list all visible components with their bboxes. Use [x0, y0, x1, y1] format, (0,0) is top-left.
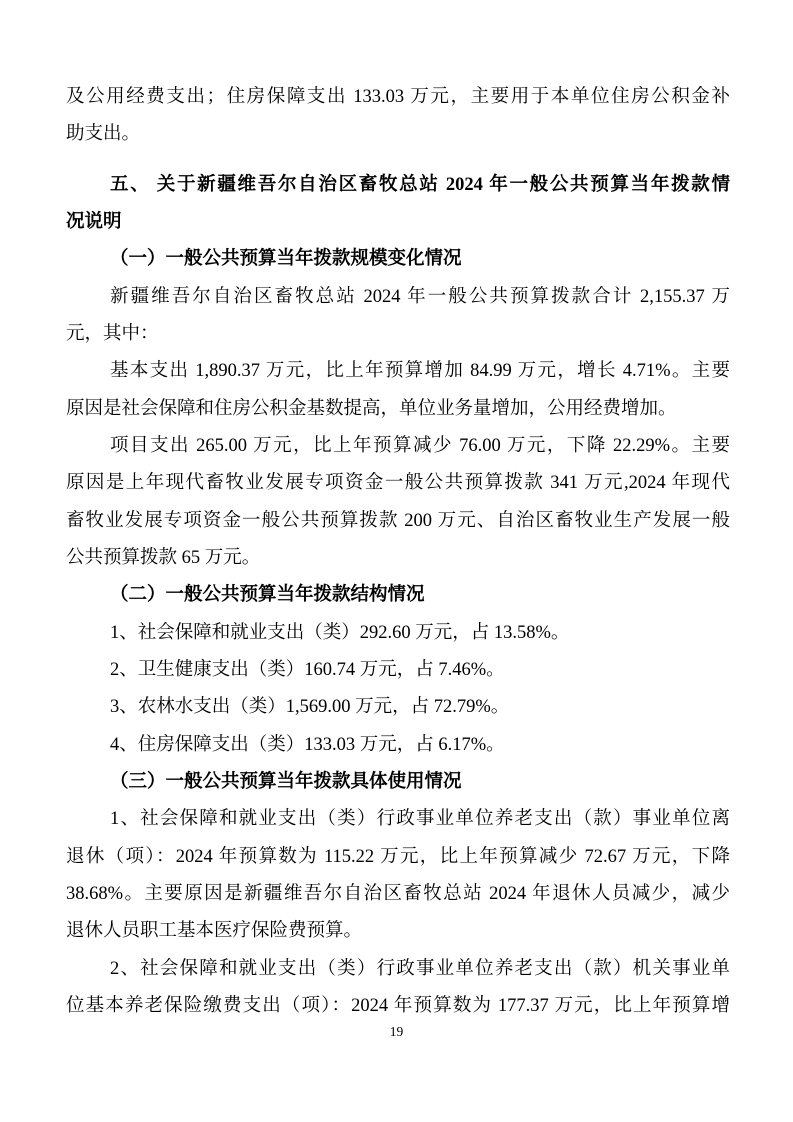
list-item-line: 2、卫生健康支出（类）160.74 万元，占 7.46%。	[110, 659, 505, 680]
paragraph	[66, 79, 730, 154]
document-body	[66, 79, 730, 1025]
paragraph	[66, 801, 730, 950]
body-line: 基本支出 1,890.37 万元，比上年预算增加 84.99 万元，增长 4.71%。主要	[110, 361, 730, 382]
body-line: 原因是上年现代畜牧业发展专项资金一般公共预算拨款 341 万元,2024 年现代	[66, 473, 730, 494]
list-item-line: 1、社会保障和就业支出（类）292.60 万元，占 13.58%。	[110, 622, 570, 643]
sub-heading-line: （一）一般公共预算当年拨款规模变化情况	[110, 249, 462, 270]
body-line: 位基本养老保险缴费支出（项）：2024 年预算数为 177.37 万元，比上年预算增	[66, 995, 730, 1016]
list-item-line: 3、农林水支出（类）1,569.00 万元，占 72.79%。	[110, 697, 510, 718]
section-heading-line: 五、 关于新疆维吾尔自治区畜牧总站 2024 年一般公共预算当年拨款情	[110, 174, 730, 195]
sub-heading	[66, 241, 730, 278]
list-item	[66, 652, 730, 689]
body-line: 退休人员职工基本医疗保险费预算。	[66, 921, 363, 942]
sub-heading-line: （二）一般公共预算当年拨款结构情况	[110, 585, 425, 606]
body-line: 畜牧业发展专项资金一般公共预算拨款 200 万元、自治区畜牧业生产发展一般	[66, 510, 730, 531]
body-line: 公共预算拨款 65 万元。	[66, 547, 261, 568]
page-number: 19	[389, 1024, 404, 1039]
body-line: 新疆维吾尔自治区畜牧总站 2024 年一般公共预算拨款合计 2,155.37 万	[110, 286, 730, 307]
section-heading-line: 况说明	[66, 211, 122, 232]
sub-heading	[66, 577, 730, 614]
body-line: 退休（项）：2024 年预算数为 115.22 万元，比上年预算减少 72.67 万元，下降	[66, 846, 730, 867]
body-line: 及公用经费支出；住房保障支出 133.03 万元，主要用于本单位住房公积金补	[66, 87, 730, 107]
sub-heading	[66, 764, 730, 801]
section-heading	[66, 167, 730, 242]
body-line: 38.68%。主要原因是新疆维吾尔自治区畜牧总站 2024 年退休人员减少，减少	[66, 883, 730, 904]
body-line: 1、社会保障和就业支出（类）行政事业单位养老支出（款）事业单位离	[110, 809, 730, 830]
paragraph	[66, 353, 730, 428]
list-item	[66, 615, 730, 652]
list-item	[66, 689, 730, 726]
body-line: 2、社会保障和就业支出（类）行政事业单位养老支出（款）机关事业单	[110, 958, 730, 979]
paragraph	[66, 951, 730, 1026]
sub-heading-line: （三）一般公共预算当年拨款具体使用情况	[110, 771, 462, 792]
body-line: 项目支出 265.00 万元，比上年预算减少 76.00 万元，下降 22.29%。主要	[110, 435, 730, 456]
paragraph	[66, 428, 730, 577]
list-item-line: 4、住房保障支出（类）133.03 万元，占 6.17%。	[110, 734, 505, 755]
body-line: 元，其中：	[66, 323, 159, 344]
body-line: 原因是社会保障和住房公积金基数提高，单位业务量增加，公用经费增加。	[66, 398, 677, 419]
list-item	[66, 727, 730, 764]
body-line: 助支出。	[66, 124, 141, 145]
paragraph	[66, 279, 730, 354]
